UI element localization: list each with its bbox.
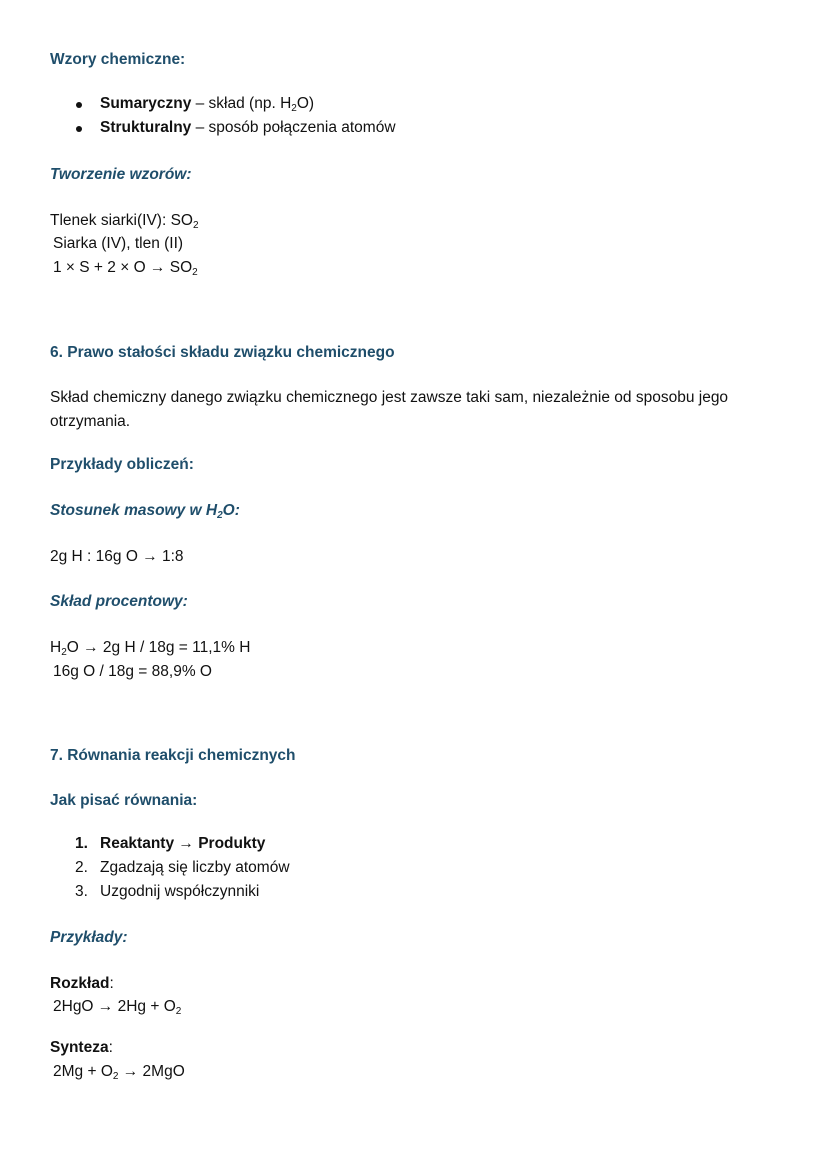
list-item: Zgadzają się liczby atomów <box>100 859 290 876</box>
examples-heading: Przykłady: <box>50 929 128 946</box>
how-to-write-heading: Jak pisać równania: <box>50 792 198 809</box>
bullet-dot-icon <box>76 126 82 132</box>
section-6-heading: 6. Prawo stałości składu związku chemicznego <box>50 344 395 361</box>
formulas-heading: Wzory chemiczne: <box>50 51 186 68</box>
list-item: Uzgodnij współczynniki <box>100 883 260 900</box>
percent-line-2: 16g O / 18g = 88,9% O <box>53 663 212 680</box>
decomposition-equation: $2HgO \to 2Hg + O_2$ <box>53 998 182 1017</box>
section-6-paragraph-line-2: otrzymania. <box>50 413 131 430</box>
section-6-paragraph-line-1: Skład chemiczny danego związku chemicznego jest zawsze taki sam, niezależnie od sposobu jego <box>50 389 729 406</box>
formula-line: $1 \times S + 2 \times O \to SO_2$ <box>53 259 198 278</box>
calculation-examples-heading: Przykłady obliczeń: <box>50 456 194 473</box>
percent-composition-heading: Skład procentowy: <box>50 593 188 610</box>
formula-line: Tlenek siarki(IV): $SO_2$ <box>50 212 199 231</box>
bullet-dot-icon <box>76 102 82 108</box>
list-item-number: 1. <box>75 835 88 852</box>
creating-formulas-heading: Tworzenie wzorów: <box>50 166 192 183</box>
mass-ratio-line: 2g H : 16g O → 1:8 <box>50 548 184 565</box>
list-item: Reaktanty → Produkty <box>100 835 266 852</box>
section-7-heading: 7. Równania reakcji chemicznych <box>50 747 296 764</box>
percent-line-1: $H_2O \to 2g$ H / 18g = 11,1% H <box>50 639 251 658</box>
mass-ratio-heading: Stosunek masowy w $H_2O$: <box>50 502 240 521</box>
list-item-number: 3. <box>75 883 88 900</box>
formula-line: Siarka (IV), tlen (II) <box>53 235 184 252</box>
list-item: Sumaryczny – skład (np. $H_2O$) <box>100 95 315 114</box>
synthesis-label: Synteza: <box>50 1039 113 1056</box>
synthesis-equation: $2Mg + O_2 \to 2MgO$ <box>53 1063 185 1082</box>
list-item-number: 2. <box>75 859 88 876</box>
decomposition-label: Rozkład: <box>50 975 114 992</box>
list-item: Strukturalny – sposób połączenia atomów <box>100 119 396 136</box>
